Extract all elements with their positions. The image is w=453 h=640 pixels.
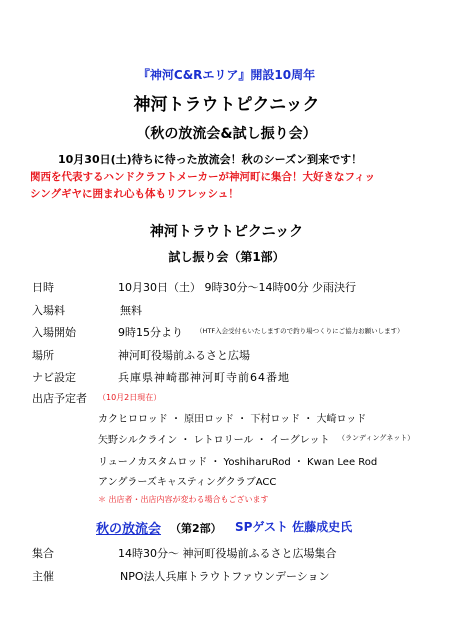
part2-part-label: （第2部） [170, 522, 222, 535]
row-label-gathering: 集合 [32, 547, 54, 560]
intro-line: 10月30日(土)待ちに待った放流会！秋のシーズン到来です！ [58, 153, 363, 166]
row-label-vendors: 出店予定者 [32, 392, 87, 405]
row-value-datetime: 10月30日（土） 9時30分～14時00分 少雨決行 [118, 281, 356, 294]
vendor-egret-note: （ランディングネット） [338, 434, 415, 442]
row-label-organizer: 主催 [32, 570, 54, 583]
promo-line-2: シングギヤに囲まれ心も体もリフレッシュ！ [30, 188, 239, 200]
row-label-location: 場所 [32, 349, 54, 362]
row-label-entry-start: 入場開始 [32, 326, 76, 339]
row-value-location: 神河町役場前ふるさと広場 [118, 349, 250, 362]
row-label-fee: 入場料 [32, 304, 65, 317]
vendor-line-3: リューノカスタムロッド ・ YoshiharuRod ・ Kwan Lee Rod [98, 457, 378, 468]
anniversary-heading: 『神河C&Rエリア』開設10周年 [137, 68, 316, 82]
promo-line-1: 関西を代表するハンドクラフトメーカーが神河町に集合！大好きなフィッ [30, 171, 376, 183]
vendors-as-of-note: （10月2日現在） [98, 393, 162, 402]
vendor-line-2: 矢野シルクライン ・ レトロリール ・ イーグレット [98, 435, 330, 446]
row-value-fee: 無料 [120, 304, 142, 317]
part1-subtitle: 試し振り会（第1部） [168, 250, 285, 264]
part2-title: 秋の放流会 [96, 522, 162, 537]
part2-special-guest: SPゲスト 佐藤成史氏 [235, 520, 353, 534]
entry-start-note: （HTF入会受付もいたしますので釣り場つくりにご協力お願いします） [196, 327, 404, 335]
vendor-disclaimer: ＊ 出店者・出店内容が変わる場合もございます [98, 495, 269, 504]
event-title: 神河トラウトピクニック [133, 95, 320, 115]
vendor-line-1: カクヒロロッド ・ 原田ロッド ・ 下村ロッド ・ 大崎ロッド [98, 414, 367, 425]
row-label-datetime: 日時 [32, 281, 54, 294]
event-subtitle: （秋の放流会&試し振り会） [136, 126, 317, 142]
row-value-entry-start: 9時15分より [118, 326, 183, 339]
row-value-navi: 兵庫県神崎郡神河町寺前64番地 [118, 371, 290, 384]
row-label-navi: ナビ設定 [32, 371, 76, 384]
row-value-gathering: 14時30分～ 神河町役場前ふるさと広場集合 [118, 547, 337, 560]
row-value-organizer: NPO法人兵庫トラウトファウンデーション [120, 570, 330, 583]
part1-title: 神河トラウトピクニック [149, 224, 304, 240]
vendor-line-4: アングラーズキャスティングクラブACC [98, 477, 277, 488]
